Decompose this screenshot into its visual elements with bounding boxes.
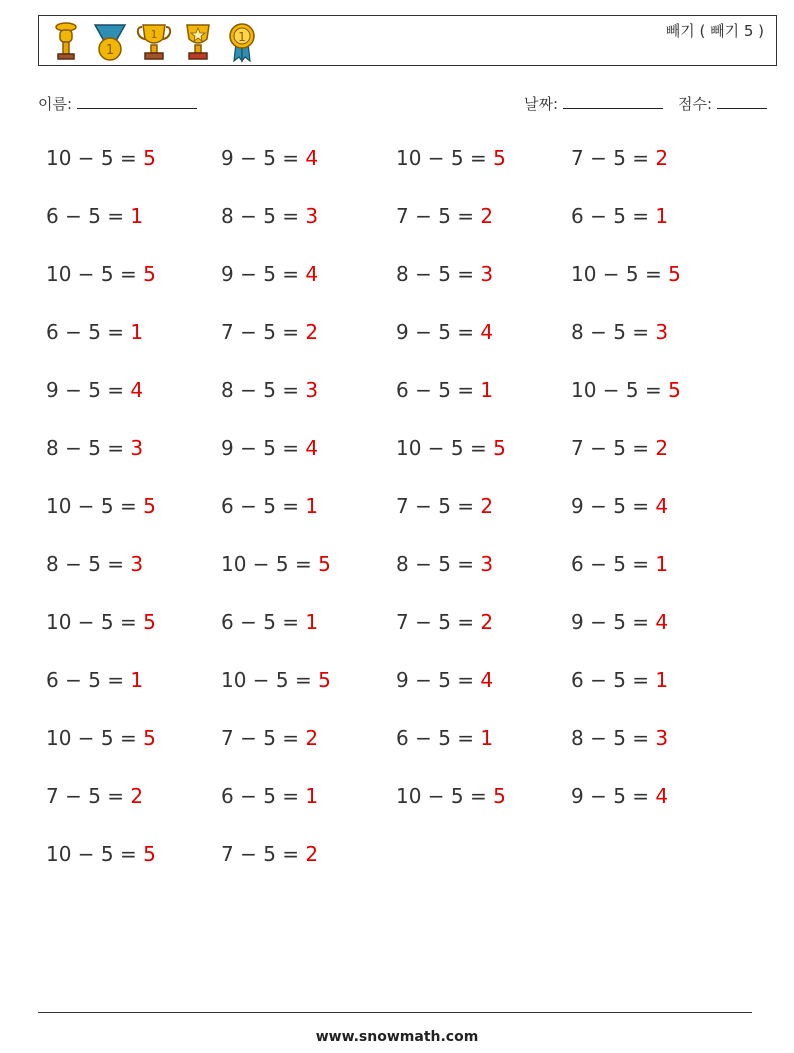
problem-question: 6 − 5 = xyxy=(221,494,306,518)
problem-item xyxy=(46,204,143,228)
problem-answer: 5 xyxy=(493,436,506,460)
problem-item xyxy=(221,668,331,692)
problem-item xyxy=(221,378,318,402)
problem-answer: 5 xyxy=(143,726,156,750)
problem-item xyxy=(396,610,493,634)
problem-question: 9 − 5 = xyxy=(571,494,656,518)
problem-question: 8 − 5 = xyxy=(571,320,656,344)
problem-item xyxy=(221,436,318,460)
problem-question: 8 − 5 = xyxy=(221,378,306,402)
problem-item xyxy=(221,320,318,344)
award-ribbon-icon xyxy=(223,21,261,63)
name-label: 이름: xyxy=(38,95,73,113)
problem-answer: 4 xyxy=(480,320,494,344)
problem-item xyxy=(396,494,493,518)
problem-question: 10 − 5 = xyxy=(46,726,144,750)
problem-item xyxy=(221,726,318,750)
problem-answer: 2 xyxy=(480,494,494,518)
problem-answer: 4 xyxy=(305,436,319,460)
problem-answer: 4 xyxy=(305,146,319,170)
problem-item xyxy=(221,610,318,634)
problem-item xyxy=(571,320,668,344)
problem-answer: 4 xyxy=(130,378,144,402)
problem-item xyxy=(221,262,318,286)
problem-item xyxy=(46,262,156,286)
problem-answer: 3 xyxy=(305,378,319,402)
star-trophy-icon xyxy=(179,21,217,63)
problem-question: 10 − 5 = xyxy=(46,262,144,286)
problem-answer: 4 xyxy=(305,262,319,286)
problem-answer: 3 xyxy=(655,726,669,750)
problem-item xyxy=(396,146,506,170)
problem-answer: 5 xyxy=(493,146,506,170)
problem-question: 8 − 5 = xyxy=(396,552,481,576)
problem-question: 10 − 5 = xyxy=(396,146,494,170)
problem-question: 6 − 5 = xyxy=(46,320,131,344)
problem-answer: 1 xyxy=(655,552,669,576)
problem-answer: 1 xyxy=(480,378,494,402)
worksheet-header xyxy=(38,15,777,66)
problem-answer: 1 xyxy=(130,320,144,344)
problem-answer: 5 xyxy=(668,378,681,402)
problem-answer: 5 xyxy=(668,262,681,286)
problem-question: 9 − 5 = xyxy=(571,610,656,634)
problem-item xyxy=(571,262,681,286)
problem-item xyxy=(46,378,143,402)
problem-answer: 2 xyxy=(305,842,319,866)
problem-answer: 5 xyxy=(143,262,156,286)
problem-question: 9 − 5 = xyxy=(396,668,481,692)
date-input-line[interactable] xyxy=(563,94,663,109)
problem-answer: 1 xyxy=(305,784,319,808)
problem-item xyxy=(571,784,668,808)
problem-question: 6 − 5 = xyxy=(396,378,481,402)
problem-item xyxy=(221,784,318,808)
problem-question: 7 − 5 = xyxy=(396,610,481,634)
problem-question: 7 − 5 = xyxy=(396,494,481,518)
problem-item xyxy=(221,552,331,576)
problem-answer: 2 xyxy=(655,146,669,170)
problem-answer: 4 xyxy=(655,610,669,634)
problem-answer: 5 xyxy=(318,668,331,692)
problem-item xyxy=(571,494,668,518)
problem-answer: 2 xyxy=(305,726,319,750)
problem-answer: 1 xyxy=(655,204,669,228)
problem-answer: 1 xyxy=(130,668,144,692)
problem-answer: 5 xyxy=(318,552,331,576)
name-input-line[interactable] xyxy=(77,94,197,109)
problem-question: 10 − 5 = xyxy=(571,378,669,402)
trophy-icon xyxy=(47,21,85,63)
problem-question: 9 − 5 = xyxy=(46,378,131,402)
problem-answer: 3 xyxy=(480,262,494,286)
problem-question: 10 − 5 = xyxy=(46,842,144,866)
problem-item xyxy=(396,668,493,692)
problem-item xyxy=(396,552,493,576)
problem-answer: 1 xyxy=(305,610,319,634)
problem-question: 10 − 5 = xyxy=(396,436,494,460)
problem-item xyxy=(396,320,493,344)
problem-question: 9 − 5 = xyxy=(221,262,306,286)
problem-answer: 1 xyxy=(130,204,144,228)
problem-question: 10 − 5 = xyxy=(396,784,494,808)
problem-item xyxy=(396,262,493,286)
problem-question: 10 − 5 = xyxy=(46,610,144,634)
problem-item xyxy=(571,146,668,170)
problem-question: 9 − 5 = xyxy=(571,784,656,808)
problem-question: 6 − 5 = xyxy=(221,784,306,808)
problem-question: 6 − 5 = xyxy=(396,726,481,750)
problem-question: 7 − 5 = xyxy=(46,784,131,808)
problem-question: 10 − 5 = xyxy=(221,552,319,576)
problem-item xyxy=(46,842,156,866)
problem-answer: 1 xyxy=(655,668,669,692)
problem-answer: 4 xyxy=(480,668,494,692)
problem-question: 6 − 5 = xyxy=(46,668,131,692)
problem-answer: 5 xyxy=(493,784,506,808)
worksheet-title: 빼기 ( 빼기 5 ) xyxy=(665,22,764,40)
problem-item xyxy=(571,726,668,750)
problem-question: 7 − 5 = xyxy=(396,204,481,228)
medal-icon xyxy=(91,21,129,63)
problem-question: 6 − 5 = xyxy=(571,204,656,228)
problem-item xyxy=(46,726,156,750)
problem-question: 6 − 5 = xyxy=(46,204,131,228)
problem-answer: 2 xyxy=(130,784,144,808)
problem-item xyxy=(571,436,668,460)
problem-item xyxy=(571,610,668,634)
date-label: 날짜: xyxy=(524,95,559,113)
problem-question: 10 − 5 = xyxy=(221,668,319,692)
problem-answer: 3 xyxy=(655,320,669,344)
problem-answer: 2 xyxy=(655,436,669,460)
problem-answer: 2 xyxy=(480,204,494,228)
footer-divider xyxy=(38,1012,752,1013)
problem-answer: 5 xyxy=(143,842,156,866)
problem-answer: 3 xyxy=(305,204,319,228)
problem-question: 10 − 5 = xyxy=(571,262,669,286)
name-field xyxy=(38,93,197,114)
problem-item xyxy=(46,320,143,344)
svg-text:1: 1 xyxy=(150,28,158,41)
problem-answer: 3 xyxy=(130,436,144,460)
problem-item xyxy=(396,436,506,460)
problem-item xyxy=(46,494,156,518)
problem-question: 6 − 5 = xyxy=(571,668,656,692)
problem-question: 7 − 5 = xyxy=(221,726,306,750)
problem-answer: 4 xyxy=(655,784,669,808)
score-field xyxy=(678,93,767,114)
problem-question: 8 − 5 = xyxy=(571,726,656,750)
problem-item xyxy=(221,204,318,228)
problem-question: 10 − 5 = xyxy=(46,146,144,170)
problem-item xyxy=(571,552,668,576)
problem-item xyxy=(571,204,668,228)
problem-item xyxy=(46,784,143,808)
problem-question: 9 − 5 = xyxy=(221,436,306,460)
problem-answer: 2 xyxy=(480,610,494,634)
problem-item xyxy=(571,378,681,402)
score-label: 점수: xyxy=(678,95,713,113)
problem-item xyxy=(396,204,493,228)
problem-item xyxy=(396,378,493,402)
problem-answer: 1 xyxy=(480,726,494,750)
score-input-line[interactable] xyxy=(717,94,767,109)
problem-question: 7 − 5 = xyxy=(571,436,656,460)
problem-question: 8 − 5 = xyxy=(46,552,131,576)
problem-question: 6 − 5 = xyxy=(571,552,656,576)
problem-question: 7 − 5 = xyxy=(571,146,656,170)
problem-item xyxy=(46,552,143,576)
problem-question: 6 − 5 = xyxy=(221,610,306,634)
problem-answer: 4 xyxy=(655,494,669,518)
problem-item xyxy=(221,494,318,518)
svg-text:1: 1 xyxy=(238,30,246,44)
problem-question: 9 − 5 = xyxy=(221,146,306,170)
problem-item xyxy=(221,842,318,866)
date-field xyxy=(524,93,663,114)
problem-answer: 5 xyxy=(143,610,156,634)
problem-answer: 3 xyxy=(480,552,494,576)
problem-question: 9 − 5 = xyxy=(396,320,481,344)
svg-text:1: 1 xyxy=(105,43,115,58)
problem-item xyxy=(46,436,143,460)
problem-item xyxy=(46,668,143,692)
problem-item xyxy=(396,784,506,808)
problem-item xyxy=(221,146,318,170)
problem-item xyxy=(396,726,493,750)
problem-question: 8 − 5 = xyxy=(46,436,131,460)
problem-answer: 2 xyxy=(305,320,319,344)
problem-question: 8 − 5 = xyxy=(221,204,306,228)
problem-answer: 5 xyxy=(143,146,156,170)
problem-answer: 1 xyxy=(305,494,319,518)
problem-answer: 3 xyxy=(130,552,144,576)
problem-question: 7 − 5 = xyxy=(221,320,306,344)
problem-answer: 5 xyxy=(143,494,156,518)
problem-question: 7 − 5 = xyxy=(221,842,306,866)
problem-question: 10 − 5 = xyxy=(46,494,144,518)
problem-item xyxy=(571,668,668,692)
trophy-cup-icon xyxy=(135,21,173,63)
footer-url: www.snowmath.com xyxy=(315,1029,479,1045)
problem-item xyxy=(46,146,156,170)
icon-strip xyxy=(47,21,261,63)
problem-question: 8 − 5 = xyxy=(396,262,481,286)
problem-item xyxy=(46,610,156,634)
